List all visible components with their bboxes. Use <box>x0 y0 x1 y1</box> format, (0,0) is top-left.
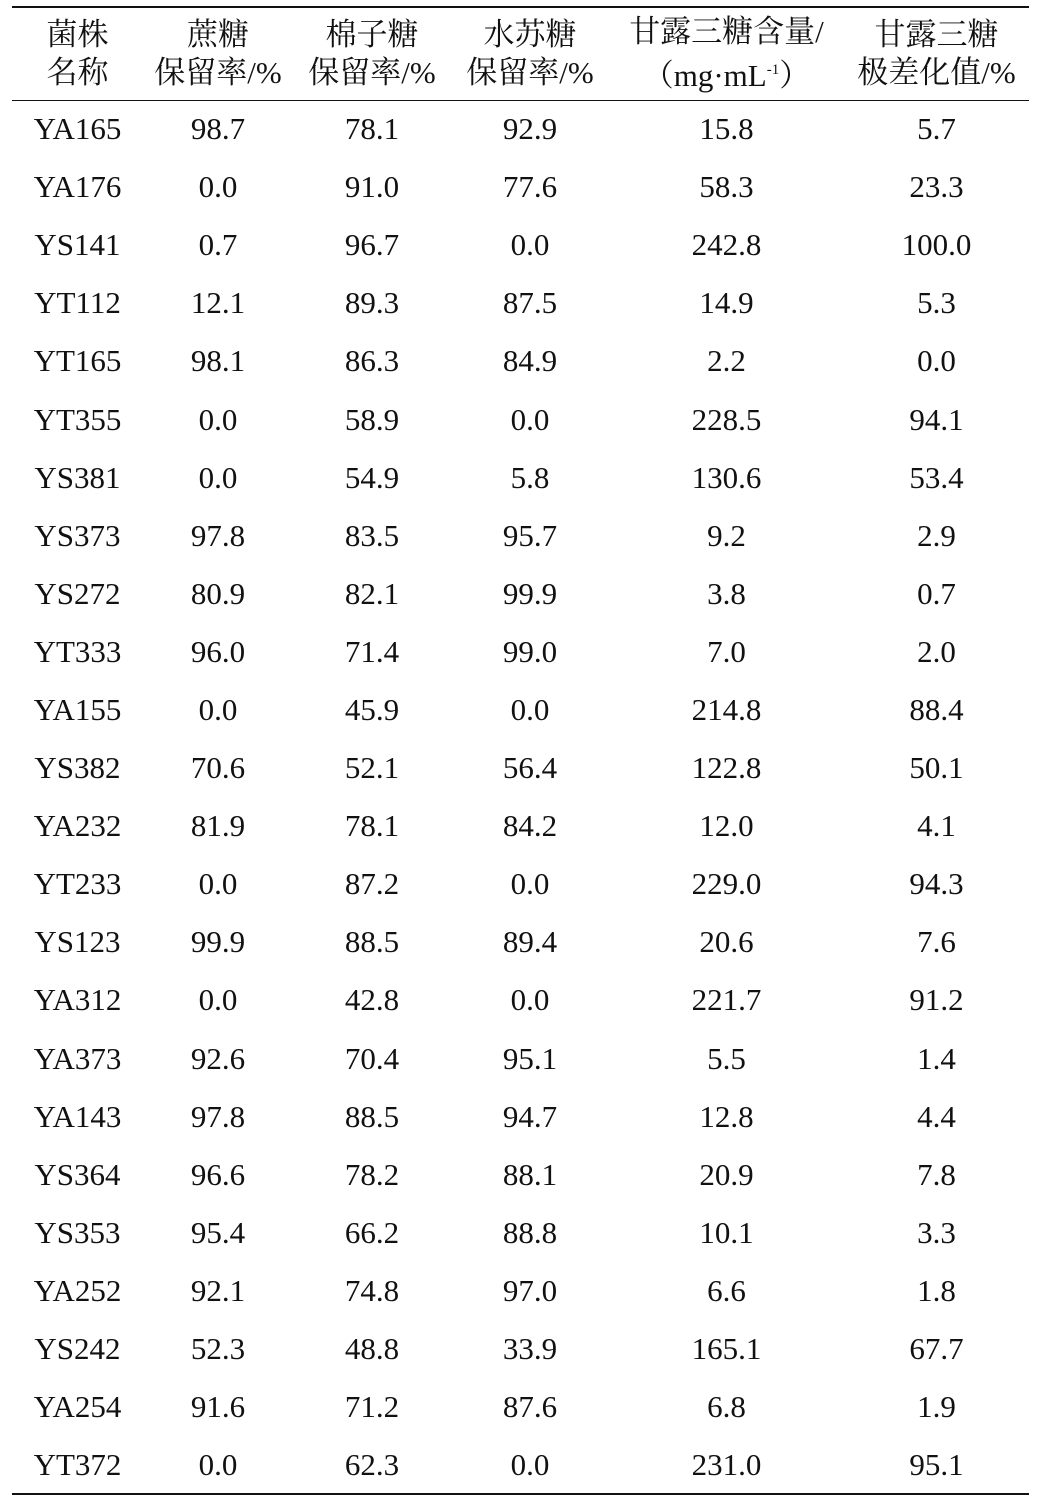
cell-stachyose: 0.0 <box>510 401 550 437</box>
cell-raffinose: 52.1 <box>344 750 400 786</box>
cell-strain-name: YT372 <box>12 1436 143 1494</box>
cell-stachyose: 97.0 <box>502 1272 558 1308</box>
table-row <box>12 855 1029 913</box>
cell-manninotriose-content: 6.8 <box>707 1389 746 1425</box>
header-label: 蔗糖 <box>187 16 249 52</box>
cell-manninotriose-content: 12.0 <box>699 808 754 844</box>
table-row <box>12 1320 1029 1378</box>
cell-raffinose: 87.2 <box>344 866 400 902</box>
cell-sucrose: 0.0 <box>198 866 238 902</box>
cell-sucrose: 52.3 <box>190 1331 246 1367</box>
cell-sucrose: 0.0 <box>198 169 238 205</box>
cell-stachyose: 56.4 <box>502 750 558 786</box>
table-row <box>12 507 1029 565</box>
header-label: 菌株 <box>46 16 109 52</box>
cell-strain-name: YA373 <box>33 1040 122 1076</box>
cell-range-value: 1.8 <box>917 1272 956 1308</box>
cell-sucrose: 0.0 <box>143 1436 293 1494</box>
header-strain-name <box>12 7 143 100</box>
cell-manninotriose-content: 165.1 <box>691 1331 762 1367</box>
cell-range-value: 2.9 <box>917 517 956 553</box>
cell-stachyose: 92.9 <box>502 111 558 147</box>
cell-stachyose: 95.7 <box>502 517 558 553</box>
table-row <box>12 274 1029 332</box>
cell-stachyose: 89.4 <box>502 924 558 960</box>
cell-strain-name: YT165 <box>33 343 122 379</box>
table-row <box>12 1146 1029 1204</box>
cell-stachyose: 77.6 <box>502 169 558 205</box>
cell-range-value: 95.1 <box>844 1436 1029 1494</box>
cell-strain-name: YS141 <box>34 227 121 263</box>
cell-manninotriose-content: 130.6 <box>691 459 762 495</box>
cell-strain-name: YT112 <box>34 285 121 321</box>
cell-range-value: 5.3 <box>917 285 956 321</box>
header-label: 保留率/% <box>308 54 436 90</box>
cell-raffinose: 83.5 <box>344 517 400 553</box>
cell-strain-name: YA143 <box>33 1098 122 1134</box>
data-table <box>12 6 1029 1495</box>
cell-sucrose: 0.0 <box>198 401 238 437</box>
cell-raffinose: 91.0 <box>344 169 400 205</box>
cell-strain-name: YS381 <box>34 459 121 495</box>
cell-manninotriose-content: 20.9 <box>699 1156 754 1192</box>
cell-strain-name: YT355 <box>33 401 122 437</box>
cell-raffinose: 42.8 <box>344 982 400 1018</box>
header-label: 保留率/% <box>154 54 282 90</box>
cell-sucrose: 12.1 <box>190 285 246 321</box>
cell-sucrose: 97.8 <box>190 517 246 553</box>
cell-range-value: 1.4 <box>917 1040 956 1076</box>
cell-sucrose: 95.4 <box>190 1214 246 1250</box>
cell-range-value: 88.4 <box>909 691 964 727</box>
cell-manninotriose-content: 231.0 <box>609 1436 844 1494</box>
cell-stachyose: 33.9 <box>502 1331 558 1367</box>
cell-stachyose: 95.1 <box>502 1040 558 1076</box>
cell-range-value: 100.0 <box>901 227 972 263</box>
table-row <box>12 332 1029 390</box>
cell-strain-name: YS353 <box>34 1214 121 1250</box>
cell-range-value: 5.7 <box>917 111 956 147</box>
cell-stachyose: 5.8 <box>510 459 550 495</box>
cell-stachyose: 88.1 <box>502 1156 558 1192</box>
cell-sucrose: 92.6 <box>190 1040 246 1076</box>
header-stachyose-retention <box>451 7 609 100</box>
cell-manninotriose-content: 221.7 <box>691 982 762 1018</box>
cell-stachyose: 0.0 <box>510 227 550 263</box>
cell-sucrose: 81.9 <box>190 808 246 844</box>
cell-stachyose: 0.0 <box>510 866 550 902</box>
cell-sucrose: 99.9 <box>190 924 246 960</box>
cell-raffinose: 78.1 <box>344 808 400 844</box>
cell-raffinose: 96.7 <box>344 227 400 263</box>
unit-text: （mg·mL <box>642 57 767 93</box>
cell-strain-name: YT233 <box>33 866 122 902</box>
cell-range-value: 7.6 <box>917 924 956 960</box>
table-row <box>12 390 1029 448</box>
header-manninotriose-content <box>609 7 844 100</box>
cell-strain-name: YS123 <box>34 924 121 960</box>
cell-sucrose: 0.0 <box>198 459 238 495</box>
cell-sucrose: 70.6 <box>190 750 246 786</box>
table-row <box>12 565 1029 623</box>
cell-raffinose: 88.5 <box>344 1098 400 1134</box>
cell-manninotriose-content: 3.8 <box>707 575 746 611</box>
cell-sucrose: 0.0 <box>198 982 238 1018</box>
cell-strain-name: YA232 <box>33 808 122 844</box>
cell-range-value: 4.4 <box>917 1098 956 1134</box>
cell-strain-name: YA312 <box>33 982 122 1018</box>
cell-sucrose: 0.7 <box>198 227 238 263</box>
cell-strain-name: YS242 <box>34 1331 121 1367</box>
cell-raffinose: 45.9 <box>344 691 400 727</box>
cell-sucrose: 96.0 <box>190 633 246 669</box>
cell-manninotriose-content: 14.9 <box>699 285 754 321</box>
header-sucrose-retention <box>143 7 293 100</box>
cell-raffinose: 78.1 <box>344 111 400 147</box>
cell-stachyose: 0.0 <box>451 1436 609 1494</box>
header-label: 甘露三糖含量/ <box>629 13 824 49</box>
cell-manninotriose-content: 6.6 <box>707 1272 746 1308</box>
cell-sucrose: 92.1 <box>190 1272 246 1308</box>
cell-strain-name: YA165 <box>33 111 122 147</box>
cell-strain-name: YA252 <box>33 1272 122 1308</box>
header-label: 名称 <box>46 54 109 90</box>
cell-manninotriose-content: 229.0 <box>691 866 762 902</box>
cell-stachyose: 99.9 <box>502 575 558 611</box>
cell-strain-name: YS272 <box>34 575 121 611</box>
table-row <box>12 158 1029 216</box>
cell-manninotriose-content: 7.0 <box>707 633 746 669</box>
header-row <box>12 7 1029 100</box>
cell-stachyose: 87.6 <box>502 1389 558 1425</box>
cell-range-value: 0.0 <box>917 343 956 379</box>
cell-strain-name: YA176 <box>33 169 122 205</box>
cell-raffinose: 88.5 <box>344 924 400 960</box>
header-raffinose-retention <box>293 7 451 100</box>
cell-range-value: 3.3 <box>917 1214 956 1250</box>
cell-range-value: 53.4 <box>909 459 964 495</box>
cell-raffinose: 86.3 <box>344 343 400 379</box>
cell-manninotriose-content: 214.8 <box>691 691 762 727</box>
cell-strain-name: YT333 <box>33 633 122 669</box>
cell-sucrose: 91.6 <box>190 1389 246 1425</box>
cell-range-value: 1.9 <box>917 1389 956 1425</box>
table-body <box>12 100 1029 1494</box>
cell-range-value: 94.3 <box>909 866 964 902</box>
cell-manninotriose-content: 15.8 <box>699 111 754 147</box>
table-row <box>12 681 1029 739</box>
cell-manninotriose-content: 9.2 <box>707 517 746 553</box>
cell-range-value: 4.1 <box>917 808 956 844</box>
table-row <box>12 1204 1029 1262</box>
cell-manninotriose-content: 20.6 <box>699 924 754 960</box>
cell-manninotriose-content: 228.5 <box>691 401 762 437</box>
table-row <box>12 971 1029 1029</box>
cell-sucrose: 96.6 <box>190 1156 246 1192</box>
unit-text: ） <box>779 57 811 93</box>
cell-stachyose: 94.7 <box>502 1098 558 1134</box>
header-manninotriose-range-value <box>844 7 1029 100</box>
cell-stachyose: 88.8 <box>502 1214 558 1250</box>
cell-stachyose: 0.0 <box>510 982 550 1018</box>
cell-stachyose: 84.2 <box>502 808 558 844</box>
header-label: 水苏糖 <box>483 16 577 52</box>
unit-superscript: -1 <box>766 61 780 78</box>
table-row <box>12 100 1029 158</box>
header-unit <box>609 51 844 95</box>
cell-raffinose: 74.8 <box>344 1272 400 1308</box>
cell-manninotriose-content: 242.8 <box>691 227 762 263</box>
cell-strain-name: YS382 <box>34 750 121 786</box>
table-row <box>12 1088 1029 1146</box>
cell-raffinose: 58.9 <box>344 401 400 437</box>
cell-manninotriose-content: 58.3 <box>699 169 754 205</box>
table-header <box>12 7 1029 100</box>
cell-sucrose: 0.0 <box>198 691 238 727</box>
table-row <box>12 1030 1029 1088</box>
cell-sucrose: 98.7 <box>190 111 246 147</box>
cell-manninotriose-content: 10.1 <box>699 1214 754 1250</box>
cell-sucrose: 80.9 <box>190 575 246 611</box>
cell-stachyose: 87.5 <box>502 285 558 321</box>
cell-raffinose: 70.4 <box>344 1040 400 1076</box>
cell-range-value: 91.2 <box>909 982 964 1018</box>
cell-range-value: 67.7 <box>909 1331 964 1367</box>
cell-raffinose: 71.2 <box>344 1389 400 1425</box>
cell-raffinose: 66.2 <box>344 1214 400 1250</box>
table-row <box>12 1378 1029 1436</box>
cell-range-value: 0.7 <box>917 575 956 611</box>
table-row <box>12 216 1029 274</box>
cell-range-value: 7.8 <box>917 1156 956 1192</box>
cell-manninotriose-content: 5.5 <box>707 1040 746 1076</box>
table-row <box>12 449 1029 507</box>
header-label: 保留率/% <box>466 54 594 90</box>
cell-range-value: 2.0 <box>917 633 956 669</box>
cell-sucrose: 97.8 <box>190 1098 246 1134</box>
table-row <box>12 739 1029 797</box>
cell-strain-name: YA254 <box>33 1389 122 1425</box>
cell-raffinose: 62.3 <box>293 1436 451 1494</box>
table-row <box>12 913 1029 971</box>
cell-strain-name: YS364 <box>34 1156 121 1192</box>
cell-raffinose: 54.9 <box>344 459 400 495</box>
cell-stachyose: 99.0 <box>502 633 558 669</box>
cell-raffinose: 48.8 <box>344 1331 400 1367</box>
header-label: 棉子糖 <box>325 16 419 52</box>
table-row <box>12 623 1029 681</box>
cell-raffinose: 71.4 <box>344 633 400 669</box>
cell-stachyose: 84.9 <box>502 343 558 379</box>
cell-manninotriose-content: 2.2 <box>707 343 746 379</box>
header-label: 极差化值/% <box>857 54 1016 90</box>
cell-range-value: 50.1 <box>909 750 964 786</box>
cell-stachyose: 0.0 <box>510 691 550 727</box>
table-row <box>12 797 1029 855</box>
cell-range-value: 23.3 <box>909 169 964 205</box>
cell-strain-name: YA155 <box>33 691 122 727</box>
header-label: 甘露三糖 <box>874 16 999 52</box>
cell-range-value: 94.1 <box>909 401 964 437</box>
cell-strain-name: YS373 <box>34 517 121 553</box>
cell-raffinose: 89.3 <box>344 285 400 321</box>
cell-raffinose: 82.1 <box>344 575 400 611</box>
cell-manninotriose-content: 122.8 <box>691 750 762 786</box>
table-row <box>12 1262 1029 1320</box>
cell-raffinose: 78.2 <box>344 1156 400 1192</box>
cell-sucrose: 98.1 <box>190 343 246 379</box>
cell-manninotriose-content: 12.8 <box>699 1098 754 1134</box>
table-row <box>12 1436 1029 1494</box>
